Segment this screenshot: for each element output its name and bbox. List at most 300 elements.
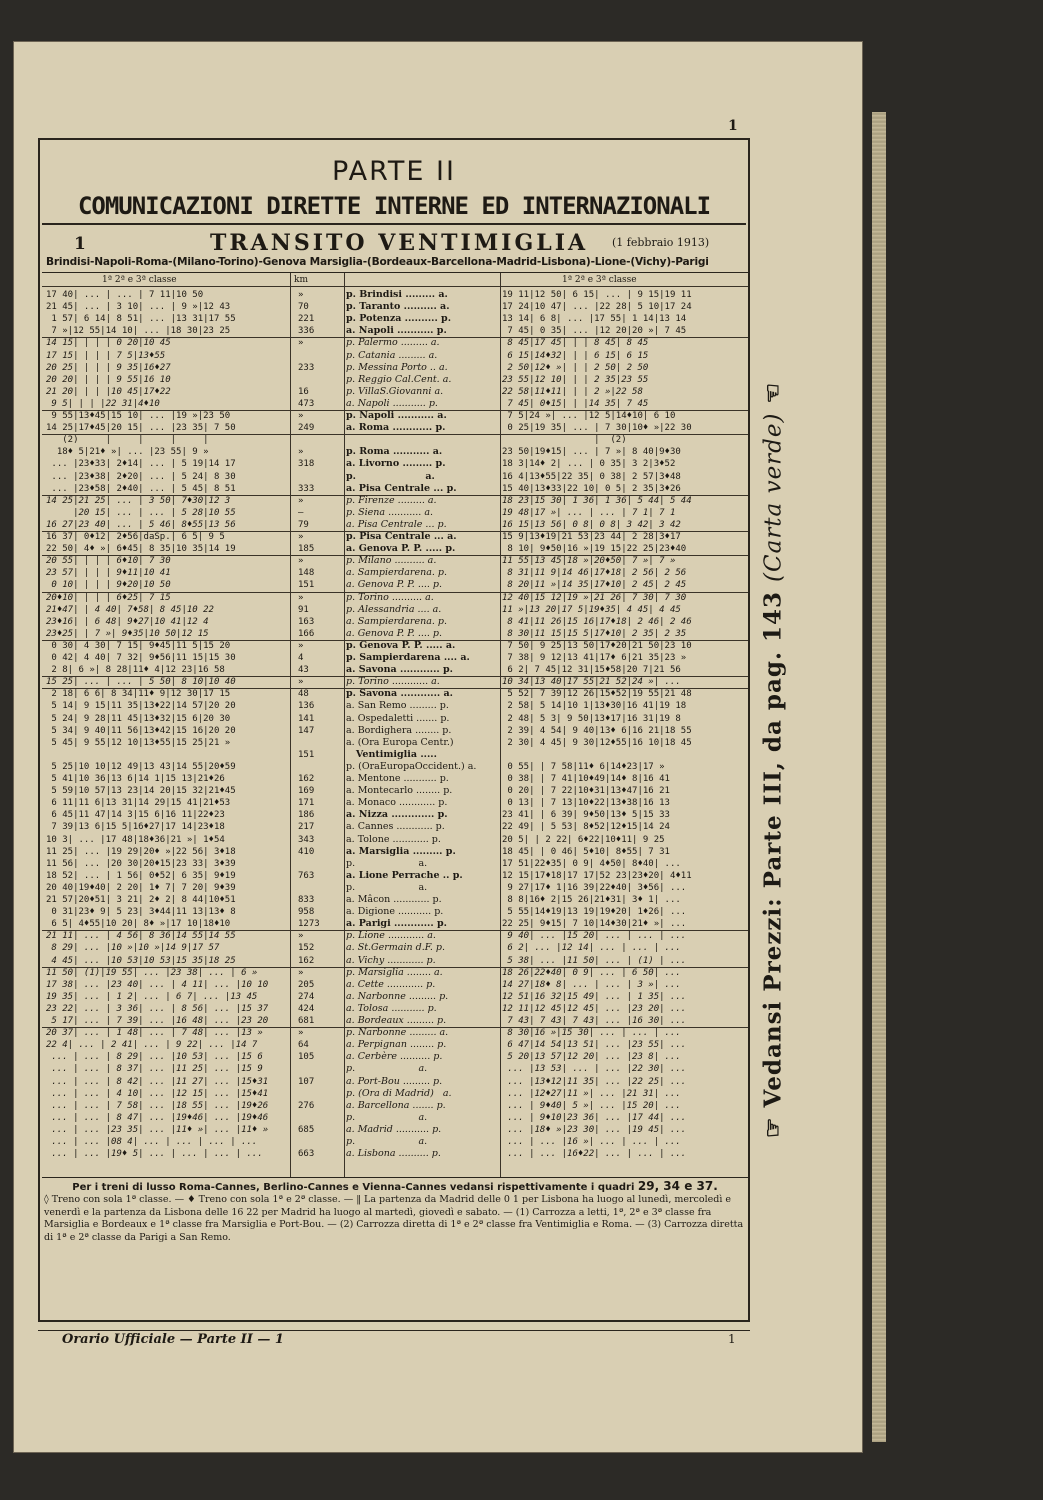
times-left: 20 37| ... | 1 48| ... | 7 48| ... |13 »: [46, 1028, 263, 1039]
times-right: 14 27|18♦ 8| ... | ... | 3 »| ...: [502, 979, 681, 990]
page-number-bottom: 1: [728, 1332, 736, 1346]
station-cell: a. Pisa Centrale ... p.: [346, 482, 457, 494]
times-left: 14 25|17♦45|20 15| ... |23 35| 7 50: [46, 423, 236, 434]
footnote-lead-refs: 29, 34 e 37.: [637, 1179, 718, 1193]
km-cell: 169: [298, 786, 315, 797]
times-left: 17 38| ... |23 40| ... | 4 11| ... |10 10: [46, 979, 269, 990]
km-cell: 274: [298, 991, 315, 1002]
times-left: 16 37| 0♦12| 2♦56|daSp.| 6 5| 9 5: [46, 532, 225, 542]
km-cell: »: [298, 532, 304, 542]
times-left: 22 50| 4♦ »| 6♦45| 8 35|10 35|14 19: [46, 544, 236, 555]
station-cell: p. a.: [346, 881, 428, 893]
times-right: ... | ... |16 »| ... | ... | ...: [502, 1137, 681, 1147]
times-right: 19 48|17 »| ... | ... | 7 1| 7 1: [502, 507, 676, 518]
km-cell: 105: [298, 1052, 315, 1063]
table-row: [42, 1088, 748, 1100]
station-cell: a. Napoli ........... p.: [346, 397, 438, 409]
table-row: [42, 967, 748, 979]
times-left: 5 34| 9 40|11 56|13♦42|15 16|20 20: [46, 725, 236, 736]
table-row: [42, 555, 748, 567]
times-left: 7 »|12 55|14 10| ... |18 30|23 25: [46, 326, 231, 337]
table-row: [42, 543, 748, 555]
table-row: [42, 422, 748, 434]
timetable-frame: [38, 138, 750, 1322]
table-row: [42, 979, 748, 991]
table-row: [42, 531, 748, 543]
header-rule: [42, 286, 748, 287]
times-left: 9 55|13♦45|15 10| ... |19 »|23 50: [46, 411, 231, 421]
times-left: 20 40|19♦40| 2 20| 1♦ 7| 7 20| 9♦39: [46, 882, 236, 893]
times-right: 7 45| 0 35| ... |12 20|20 »| 7 45: [502, 326, 687, 337]
part-heading: PARTE II: [332, 156, 456, 187]
station-cell: a. Nizza ............. p.: [346, 809, 448, 821]
times-right: 8 10| 9♦50|16 »|19 15|22 25|23♦40: [502, 544, 687, 555]
table-row: [42, 882, 748, 894]
table-row: [42, 519, 748, 531]
times-right: 16 15|13 56| 0 8| 0 8| 3 42| 3 42: [502, 519, 681, 530]
table-title: TRANSITO VENTIMIGLIA: [210, 230, 589, 256]
station-cell: p. Brindisi ......... a.: [346, 289, 448, 300]
table-row: [42, 592, 748, 604]
times-left: 5 14| 9 15|11 35|13♦22|14 57|20 20: [46, 701, 236, 712]
station-cell: a. Digione ........... p.: [346, 906, 444, 918]
table-row: [42, 809, 748, 821]
table-row: [42, 834, 748, 846]
times-left: ... | ... |08 4| ... | ... | ... | ...: [46, 1137, 258, 1147]
table-row: [42, 495, 748, 507]
table-row: [42, 918, 748, 930]
times-right: 2 30| 4 45| 9 30|12♦55|16 10|18 45: [502, 737, 692, 748]
side-note: [752, 380, 794, 1140]
table-row: [42, 1039, 748, 1051]
times-right: 19 11|12 50| 6 15| ... | 9 15|19 11: [502, 290, 692, 300]
station-cell: a. Ospedaletti ....... p.: [346, 712, 450, 724]
km-cell: 333: [298, 483, 315, 494]
station-cell: a. Mentone ........... p.: [346, 773, 449, 784]
times-left: ... | ... | 7 58| ... |18 55| ... |19♦26: [46, 1100, 269, 1111]
table-row: [42, 410, 748, 422]
station-cell: a. Barcellona ....... p.: [346, 1099, 446, 1111]
times-right: 17 24|10 47| ... |22 28| 5 10|17 24: [502, 302, 692, 313]
table-row: [42, 1063, 748, 1075]
km-cell: 166: [298, 628, 315, 639]
km-cell: 4: [298, 653, 304, 663]
times-right: 18 45| | 0 46| 5♦10| 8♦55| 7 31: [502, 846, 670, 857]
footnote-text: ◊ Treno con sola 1ª classe. — ♦ Treno con sola 1ª e 2ª classe. — ‖ La partenza da Madrid delle 0 1 per Lisbona ha luogo al lunedì, mercoledì e venerdì e la partenza da Lisbona delle 16 22 per Madrid ha luogo al martedì, giovedì e sabato. — (1) Carrozza a letti, 1ª, 2ª e 3ª classe fra Marsiglia e Bordeaux e 1ª classe fra Marsiglia e Port-Bou. — (2) Carrozza diretta di 1ª e 2ª classe fra Ventimiglia e Roma. — (3) Carrozza diretta di 1ª e 2ª classe da Parigi a San Remo.: [44, 1194, 744, 1243]
table-row: [42, 1100, 748, 1112]
times-left: ... |23♦58| 2♦40| ... | 5 45| 8 51: [46, 483, 236, 494]
times-left: 2 18| 6 6| 8 34|11♦ 9|12 30|17 15: [46, 689, 231, 700]
station-cell: p. Catania ......... a.: [346, 349, 438, 361]
station-cell: p. Torino ............ a.: [346, 676, 440, 688]
table-row: [42, 797, 748, 809]
times-right: 13 14| 6 8| ... |17 55| 1 14|13 14: [502, 314, 687, 325]
station-cell: p. Napoli ........... a.: [346, 410, 447, 421]
times-left: 5 17| ... | 7 39| ... |16 48| ... |23 20: [46, 1016, 269, 1026]
times-right: ... |18♦ »|23 30| ... |19 45| ...: [502, 1124, 687, 1135]
km-cell: 336: [298, 326, 315, 337]
table-row: [42, 930, 748, 942]
station-cell: p. Marsiglia ........ a.: [346, 966, 443, 978]
times-left: 4 45| ... |10 53|10 53|15 35|18 25: [46, 955, 236, 966]
station-cell: a. Pisa Centrale ... p.: [346, 518, 447, 530]
times-right: 5 38| ... |11 50| ... | (1) | ...: [502, 955, 687, 966]
times-left: 11 25| ... |19 29|20♦ »|22 56| 3♦18: [46, 846, 236, 857]
side-note-italic: (Carta verde): [760, 412, 787, 582]
station-cell: a. Tolone ............ p.: [346, 833, 441, 845]
station-cell: a. Genova P. P. .... p.: [346, 627, 443, 639]
times-right: ... |13♦12|11 35| ... |22 25| ...: [502, 1076, 687, 1087]
times-left: 19 35| ... | 1 2| ... | 6 7| ... |13 45: [46, 991, 258, 1002]
times-left: 23♦16| | 6 48| 9♦27|10 41|12 4: [46, 616, 209, 627]
times-right: 7 50| 9 25|13 50|17♦20|21 50|23 10: [502, 640, 692, 651]
times-left: ... | ... | 8 37| ... |11 25| ... |15 9: [46, 1064, 263, 1075]
times-left: 20 55| | | | 6♦10| 7 30: [46, 556, 171, 567]
heading-rule: [42, 223, 746, 225]
table-row: [42, 700, 748, 712]
times-right: ... |13 53| ... | ... |22 30| ...: [502, 1064, 687, 1075]
table-row: [42, 337, 748, 349]
times-right: 6 2| ... |12 14| ... | ... | ...: [502, 943, 681, 954]
table-row: [42, 640, 748, 652]
table-number: 1: [74, 234, 86, 254]
table-row: [42, 1003, 748, 1015]
km-cell: —: [298, 507, 304, 518]
km-cell: 91: [298, 604, 309, 615]
km-cell: »: [298, 1028, 304, 1039]
station-cell: p. Messina Porto .. a.: [346, 361, 448, 373]
km-cell: »: [298, 556, 304, 567]
times-right: 5 20|13 57|12 20| ... |23 8| ...: [502, 1052, 681, 1063]
table-row: [42, 362, 748, 374]
station-cell: a. St.Germain d.F. p.: [346, 942, 446, 954]
km-cell: 763: [298, 870, 315, 881]
table-row: [42, 821, 748, 833]
km-cell: 276: [298, 1100, 315, 1111]
km-cell: 148: [298, 568, 315, 579]
times-left: ... | ... | 8 47| ... |19♦46| ... |19♦46: [46, 1112, 269, 1123]
station-cell: a. Lione Perrache .. p.: [346, 869, 463, 881]
station-cell: a. Cannes ............ p.: [346, 821, 445, 833]
times-right: ... | 9♦40| 5 »| ... |15 20| ...: [502, 1100, 681, 1111]
times-right: 2 39| 4 54| 9 40|13♦ 6|16 21|18 55: [502, 725, 692, 736]
times-left: ... | ... |19♦ 5| ... | ... | ... | ...: [46, 1149, 263, 1160]
class-header-right: 1ª 2ª e 3ª classe: [562, 275, 637, 285]
station-cell: p. Genova P. P. ..... a.: [346, 639, 456, 651]
station-cell: a. Montecarlo ........ p.: [346, 785, 453, 797]
table-row: [42, 616, 748, 628]
times-right: 16 4|13♦55|22 35| 0 38| 2 57|3♦48: [502, 471, 681, 482]
times-right: 8 8|16♦ 2|15 26|21♦31| 3♦ 1| ...: [502, 895, 681, 905]
times-left: 23 22| ... | 3 36| ... | 8 56| ... |15 37: [46, 1003, 269, 1014]
station-cell: a. Lisbona .......... p.: [346, 1148, 441, 1160]
times-left: 5 59|10 57|13 23|14 20|15 32|21♦45: [46, 786, 236, 797]
station-cell: p. (Ora di Madrid) a.: [346, 1087, 452, 1099]
table-row: [42, 725, 748, 737]
times-left: 5 41|10 36|13 6|14 1|15 13|21♦26: [46, 774, 225, 784]
km-cell: 318: [298, 459, 315, 470]
table-row: [42, 858, 748, 870]
station-cell: p. a.: [346, 470, 435, 482]
times-right: 15 40|13♦33|22 10| 0 5| 2 35|3♦26: [502, 483, 681, 494]
footnote-lead: [44, 1180, 746, 1194]
times-left: 0 10| | | | 9♦20|10 50: [46, 580, 171, 591]
times-left: 17 40| ... | ... | 7 11|10 50: [46, 290, 204, 300]
station-cell: a. Genova P. P. .... p.: [346, 579, 443, 591]
station-cell: p. Torino .......... a.: [346, 591, 434, 603]
times-right: 9 27|17♦ 1|16 39|22♦40| 3♦56| ...: [502, 882, 687, 893]
times-left: 0 30| 4 30| 7 15| 9♦45|11 5|15 20: [46, 640, 231, 651]
table-row: [42, 604, 748, 616]
times-left: 0 31|23♦ 9| 5 23| 3♦44|11 13|13♦ 8: [46, 907, 236, 918]
station-cell: p. Lione ............ a.: [346, 930, 436, 942]
footnotes: [44, 1180, 746, 1244]
times-right: 12 11|12 45|12 45| ... |23 20| ...: [502, 1003, 687, 1014]
km-cell: 205: [298, 979, 315, 990]
table-row: [42, 688, 748, 700]
times-right: ... |12♦27|11 »| ... |21 31| ...: [502, 1088, 681, 1099]
station-cell: a. Monaco ............ p.: [346, 797, 448, 809]
table-row: [42, 870, 748, 882]
station-cell: a. Narbonne ......... p.: [346, 990, 449, 1002]
station-cell: a. Cerbère .......... p.: [346, 1051, 443, 1063]
station-cell: p. a.: [346, 857, 428, 869]
table-row: [42, 628, 748, 640]
km-cell: 152: [298, 943, 315, 954]
times-left: 8 29| ... |10 »|10 »|14 9|17 57: [46, 943, 220, 954]
table-row: [42, 1136, 748, 1148]
km-cell: 410: [298, 846, 315, 857]
table-row: [42, 567, 748, 579]
times-left: 18 52| ... | 1 56| 0♦52| 6 35| 9♦19: [46, 870, 236, 881]
timetable-grid: [42, 272, 748, 1178]
station-cell: a. Parigi ............ p.: [346, 918, 447, 930]
station-cell: a. Napoli ........... p.: [346, 325, 447, 337]
section-heading: COMUNICAZIONI DIRETTE INTERNE ED INTERNAZIONALI: [77, 192, 711, 220]
km-cell: 958: [298, 907, 315, 918]
times-right: ... | ... |16♦22| ... | ... | ...: [502, 1149, 687, 1160]
times-left: 20 25| | | | 9 35|16♦27: [46, 362, 171, 373]
km-cell: 43: [298, 665, 309, 676]
times-right: 22 58|11♦11| | | 2 »|22 58: [502, 386, 643, 397]
times-right: 0 38| | 7 41|10♦49|14♦ 8|16 41: [502, 774, 670, 784]
footer-left: Orario Ufficiale — Parte II — 1: [62, 1332, 284, 1347]
times-right: ... | 9♦10|23 36| ... |17 44| ...: [502, 1112, 687, 1123]
times-right: 18 3|14♦ 2| ... | 0 35| 3 2|3♦52: [502, 459, 676, 470]
table-row: [42, 846, 748, 858]
table-row: [42, 398, 748, 410]
table-row: [42, 1148, 748, 1160]
station-cell: a. Marsiglia ......... p.: [346, 845, 456, 857]
times-right: 6 47|14 54|13 51| ... |23 55| ...: [502, 1040, 687, 1051]
times-left: 5 25|10 10|12 49|13 43|14 55|20♦59: [46, 761, 236, 772]
table-row: [42, 434, 748, 446]
table-row: [42, 1076, 748, 1088]
route-line: Brindisi-Napoli-Roma-(Milano-Torino)-Genova Marsiglia-(Bordeaux-Barcellona-Madrid-Lisbona)-Lione-(Vichy)-Parigi: [46, 256, 709, 268]
km-cell: 233: [298, 362, 315, 373]
times-left: 21 20| | | |10 45|17♦22: [46, 386, 171, 397]
table-row: [42, 313, 748, 325]
station-cell: a. Perpignan ........ p.: [346, 1039, 447, 1051]
station-cell: a. Mâcon ............ p.: [346, 894, 442, 905]
times-right: 7 43| 7 43| 7 43| ... |16 30| ...: [502, 1016, 687, 1026]
times-left: 5 45| 9 55|12 10|13♦55|15 25|21 »: [46, 737, 231, 748]
page-number-top: 1: [728, 118, 738, 134]
km-cell: 151: [298, 749, 315, 760]
times-right: 18 26|22♦40| 0 9| ... | 6 50| ...: [502, 967, 681, 978]
times-left: |20 15| ... | ... | 5 28|10 55: [46, 507, 236, 518]
station-cell: p. Reggio Cal.Cent. a.: [346, 373, 452, 385]
km-cell: 833: [298, 895, 315, 905]
station-cell: a. Savona ............ p.: [346, 664, 453, 676]
km-cell: 79: [298, 519, 309, 530]
times-right: 0 55| | 7 58|11♦ 6|14♦23|17 »: [502, 761, 665, 772]
km-cell: 70: [298, 302, 309, 313]
times-left: ... |23♦33| 2♦14| ... | 5 19|14 17: [46, 459, 236, 470]
km-cell: »: [298, 447, 304, 458]
table-row: [42, 350, 748, 362]
km-cell: »: [298, 338, 304, 349]
km-cell: »: [298, 640, 304, 651]
times-left: 11 50| (1)|19 55| ... |23 38| ... | 6 »: [46, 967, 258, 978]
table-row: [42, 737, 748, 749]
times-right: 0 20| | 7 22|10♦31|13♦47|16 21: [502, 786, 670, 797]
km-cell: 663: [298, 1149, 315, 1160]
table-date: (1 febbraio 1913): [612, 236, 710, 249]
km-cell: »: [298, 411, 304, 421]
km-cell: »: [298, 290, 304, 300]
times-right: 2 50|12♦ »| | | 2 50| 2 50: [502, 362, 649, 373]
times-right: 8 41|11 26|15 16|17♦18| 2 46| 2 46: [502, 616, 692, 627]
times-left: 22 4| ... | 2 41| ... | 9 22| ... |14 7: [46, 1040, 258, 1051]
times-left: 2 8| 6 »| 8 28|11♦ 4|12 23|16 58: [46, 665, 225, 676]
station-cell: p. Firenze ......... a.: [346, 494, 437, 506]
times-right: 2 58| 5 14|10 1|13♦30|16 41|19 18: [502, 701, 687, 712]
times-right: | (2): [502, 435, 627, 446]
table-row: [42, 676, 748, 688]
times-right: 10 34|13 40|17 55|21 52|24 »| ...: [502, 677, 681, 688]
km-cell: 424: [298, 1003, 315, 1014]
km-cell: 473: [298, 398, 315, 409]
times-right: 8 45|17 45| | | 8 45| 8 45: [502, 338, 649, 349]
times-right: 12 40|15 12|19 »|21 26| 7 30| 7 30: [502, 592, 687, 603]
times-right: 5 55|14♦19|13 19|19♦20| 1♦26| ...: [502, 907, 687, 918]
table-row: [42, 1112, 748, 1124]
times-right: 18 23|15 30| 1 36| 1 36| 5 44| 5 44: [502, 495, 692, 506]
station-cell: a. Vichy ............ p.: [346, 954, 436, 966]
times-right: 12 15|17♦18|17 17|52 23|23♦20| 4♦11: [502, 870, 692, 881]
km-cell: 249: [298, 423, 315, 434]
km-cell: 141: [298, 713, 315, 724]
station-cell: a. Roma ............ p.: [346, 422, 446, 434]
station-cell: p. Roma ........... a.: [346, 446, 443, 458]
table-row: [42, 1124, 748, 1136]
times-right: 12 51|16 32|15 49| ... | 1 35| ...: [502, 991, 687, 1002]
table-row: [42, 942, 748, 954]
times-right: 7 5|24 »| ... |12 5|14♦10| 6 10: [502, 411, 676, 421]
table-row: [42, 749, 748, 761]
page-edge: [872, 112, 886, 1442]
km-cell: »: [298, 967, 304, 978]
times-right: 22 49| | 5 53| 8♦52|12♦15|14 24: [502, 822, 670, 833]
station-cell: p. Alessandria .... a.: [346, 603, 442, 615]
km-cell: 151: [298, 580, 315, 591]
times-right: 6 2| 7 45|12 31|15♦58|20 7|21 56: [502, 665, 681, 676]
table-row: [42, 761, 748, 773]
times-left: 0 42| 4 40| 7 32| 9♦56|11 15|15 30: [46, 653, 236, 663]
station-cell: p. Savona ............ a.: [346, 688, 453, 700]
times-left: 21♦47| | 4 40| 7♦58| 8 45|10 22: [46, 604, 214, 615]
times-right: 23 50|19♦15| ... | 7 »| 8 40|9♦30: [502, 447, 681, 458]
times-right: 8 30|16 »|15 30| ... | ... | ...: [502, 1028, 681, 1039]
km-cell: 343: [298, 834, 315, 845]
times-left: 7 39|13 6|15 5|16♦27|17 14|23♦18: [46, 822, 225, 833]
footnote-lead-text: Per i treni di lusso Roma-Cannes, Berlino-Cannes e Vienna-Cannes vedansi rispettivamente i quadri: [72, 1182, 635, 1193]
km-cell: »: [298, 592, 304, 603]
times-right: 23 55|12 10| | | 2 35|23 55: [502, 374, 649, 385]
table-row: [42, 1027, 748, 1039]
km-header: km: [294, 275, 308, 285]
times-left: 6 11|11 6|13 31|14 29|15 41|21♦53: [46, 798, 231, 809]
km-cell: 16: [298, 386, 309, 397]
times-right: 22 25| 9♦15| 7 10|14♦30|21♦ »| ...: [502, 919, 687, 930]
km-cell: 685: [298, 1124, 315, 1135]
station-cell: p. Milano .......... a.: [346, 555, 437, 567]
km-cell: »: [298, 495, 304, 506]
times-right: 8 31|11 9|14 46|17♦18| 2 56| 2 56: [502, 568, 687, 579]
times-right: 20 5| | 2 22| 6♦22|10♦11| 9 25: [502, 834, 665, 845]
station-cell: a. Bordeaux ......... p.: [346, 1015, 447, 1026]
times-left: 20 20| | | | 9 55|16 10: [46, 374, 171, 385]
table-row: [42, 955, 748, 967]
km-cell: »: [298, 677, 304, 688]
table-row: [42, 483, 748, 495]
times-left: 6 45|11 47|14 3|15 6|16 11|22♦23: [46, 810, 225, 821]
times-left: 18♦ 5|21♦ »| ... |23 55| 9 »: [46, 447, 209, 458]
km-cell: 48: [298, 689, 309, 700]
times-left: 20♦10| | | | 6♦25| 7 15: [46, 592, 171, 603]
times-left: 23 57| | | | 9♦11|10 41: [46, 568, 171, 579]
km-cell: 162: [298, 955, 315, 966]
station-cell: a. Sampierdarena. p.: [346, 567, 447, 579]
km-cell: 64: [298, 1040, 309, 1051]
km-cell: 217: [298, 822, 315, 833]
station-cell: p. Pisa Centrale ... a.: [346, 531, 457, 542]
station-cell: a. Port-Bou ......... p.: [346, 1075, 443, 1087]
km-cell: 163: [298, 616, 315, 627]
station-cell: a. Bordighera ........ p.: [346, 724, 452, 736]
times-right: 0 25|19 35| ... | 7 30|10♦ »|22 30: [502, 423, 692, 434]
station-cell: p. Siena ........... a.: [346, 506, 434, 518]
km-cell: 136: [298, 701, 315, 712]
km-cell: 162: [298, 774, 315, 784]
side-note-end: ☜: [759, 381, 787, 404]
times-left: ... |23♦38| 2♦20| ... | 5 24| 8 30: [46, 471, 236, 482]
km-cell: 221: [298, 314, 315, 325]
side-note-text: [760, 382, 787, 1138]
times-left: ... | ... | 8 29| ... |10 53| ... |15 6: [46, 1052, 263, 1063]
table-row: [42, 301, 748, 313]
table-row: [42, 785, 748, 797]
times-right: 11 »|13 20|17 5|19♦35| 4 45| 4 45: [502, 604, 681, 615]
times-left: 14 15| | | | 0 20|10 45: [46, 338, 171, 349]
times-right: 0 13| | 7 13|10♦22|13♦38|16 13: [502, 798, 670, 809]
station-cell: p. Potenza .......... p.: [346, 313, 452, 325]
table-row: [42, 458, 748, 470]
side-note-main: ☞ Vedansi Prezzi: Parte III, da pag. 143: [759, 590, 787, 1139]
station-cell: a. Genova P. P. ..... p.: [346, 543, 456, 555]
station-cell: p. VillaS.Giovanni a.: [346, 385, 444, 397]
